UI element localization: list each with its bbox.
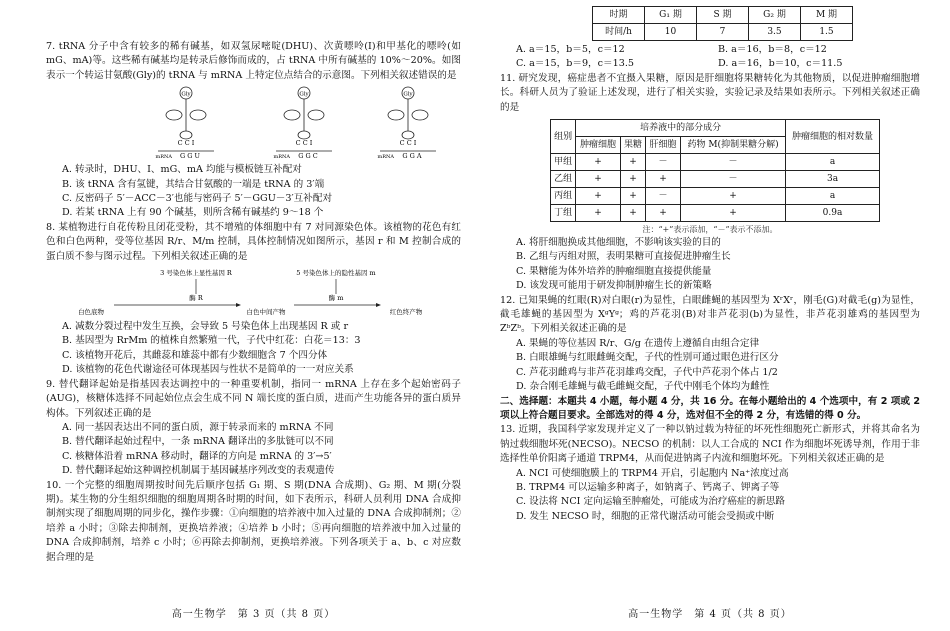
table-row: [593, 7, 853, 24]
q8-option-a: A. 减数分裂过程中发生互换，会导致 5 号染色体上出现基因 R 或 r: [62, 321, 349, 333]
q12-option-a: A. 果蝇的等位基因 R/r、G/g 在遗传上遵循自由组合定律: [516, 337, 760, 349]
q10-options-row-2: [500, 57, 920, 71]
q13-option-d: D. 发生 NECSO 时，细胞的正常代谢活动可能会受损或中断: [516, 510, 775, 522]
mrna-label-3: mRNA: [377, 154, 394, 161]
anticodon-1: C C I: [177, 139, 195, 148]
q7-stem: 7. tRNA 分子中含有较多的稀有碱基，如双氢尿嘧啶(DHU)、次黄嘌呤(I)和甲基化的嘌呤(如 mG、mA)等。这些稀有碱基均是转录后修饰而成的，占 tRNA 中所有碱基的 10%～20%。如图表示一个转运甘氨酸(Gly)的 tRNA 与 mRNA 上特定位点结合的示意图。下列相关叙述错误的是: [46, 41, 461, 81]
table-header: 肝细胞: [646, 137, 681, 154]
table-cell: －: [646, 154, 681, 171]
table-cell: +: [576, 205, 621, 222]
gly-label-1: Gly: [181, 91, 191, 98]
table-cell: 3a: [786, 171, 880, 188]
table-cell: +: [646, 205, 681, 222]
table-cell: －: [681, 154, 786, 171]
q9-option-d: D. 替代翻译起始这种调控机制属于基因碱基序列改变的表观遗传: [62, 465, 335, 477]
q9-option-a: A. 同一基因表达出不同的蛋白质，源于转录而来的 mRNA 不同: [62, 421, 334, 433]
q7-option-c: C. 反密码子 5′－ACC－3′也能与密码子 5′－GGU－3′互补配对: [62, 193, 333, 205]
codon-3: G G A: [402, 152, 422, 161]
left-footer: 高一生物学 第 3 页（共 8 页）: [171, 608, 336, 620]
gene-r-label: 3 号染色体上显性基因 R: [160, 269, 232, 278]
q11-stem: 11. 研究发现，癌症患者不宜摄入果糖，原因是肝细胞将果糖转化为其他物质，以促进肿瘤细胞增长。科研人员为了验证上述发现，进行了相关实验，实验记录及结果如表所示。下列相关叙述正确的是: [500, 72, 920, 113]
table-cell: +: [576, 154, 621, 171]
q11-table: [550, 119, 880, 222]
q9-option-b: B. 替代翻译起始过程中，一条 mRNA 翻译出的多肽链可以不同: [62, 436, 334, 448]
q9-option-c: C. 核糖体沿着 mRNA 移动时，翻译的方向是 mRNA 的 3′→5′: [62, 450, 332, 462]
q11-option-a: A. 将肝细胞换成其他细胞，不影响该实验的目的: [516, 237, 721, 249]
table-cell: 0.9a: [786, 205, 880, 222]
white-middle: 白色中间产物: [246, 308, 286, 317]
gene-m-label: 5 号染色体上的隐性基因 m: [296, 269, 376, 278]
enzyme-m-label: 酶 m: [328, 294, 344, 303]
trna-figure: [46, 85, 461, 161]
table-cell: +: [620, 188, 645, 205]
table-header: 药物 M(抑制果糖分解): [681, 137, 786, 154]
q13-option-c: C. 设法将 NCI 定向运输至肿瘤处，可能成为治疗癌症的新思路: [516, 496, 785, 508]
table-row: [551, 154, 880, 171]
table-cell: +: [620, 171, 645, 188]
table-row: [551, 171, 880, 188]
enzyme-r-label: 酶 R: [189, 294, 203, 303]
q10-option-c: C. a＝15，b＝9，c＝13.5: [516, 58, 634, 70]
q10-option-a: A. a＝15，b＝5，c＝12: [516, 44, 625, 55]
mrna-label-2: mRNA: [273, 154, 290, 161]
q8-option-c: C. 该植物开花后，其雌蕊和雄蕊中都有少数细胞含 7 个四分体: [62, 349, 328, 361]
q10-option-d: D. a＝16，b＝10，c＝11.5: [718, 58, 843, 70]
table-cell: M 期: [801, 7, 853, 24]
codon-2: G G C: [298, 152, 318, 161]
table-cell: 10: [645, 24, 697, 41]
q11-option-d: D. 该发现可能用于研发抑制肿瘤生长的新策略: [516, 280, 712, 292]
red-product: 红色终产物: [389, 308, 423, 317]
table-header: 培养液中的部分成分: [576, 120, 786, 137]
left-page: [46, 0, 461, 631]
table-cell: +: [576, 188, 621, 205]
q8-stem: 8. 某植物进行自花传粉且闭花受粉，其不增殖的体细胞中有 7 对同源染色体。该植物的花色有红色和白色两种，受等位基因 R/r、M/m 控制，具体控制情况如图所示，基因 r 和 M 控制合成的蛋白质不参与图示过程。下列相关叙述正确的是: [46, 221, 461, 262]
q10-stem: 10. 一个完整的细胞周期按时间先后顺序包括 G₁ 期、S 期(DNA 合成期)、G₂ 期、M 期(分裂期)。某生物的分生组织细胞的细胞周期各时期的时间，如下表所示，科研人员利用 DNA 合成抑制剂实现了细胞周期的同步化，操作步骤：①向细胞的培养液中加入过量的 DNA 合成抑制剂；②培养 a 小时；③除去抑制剂，更换培养液；④培养 b 小时；⑤再向细胞的培养液中加入过量的 DNA 合成抑制剂，培养 c 小时；⑥再除去抑制剂，更换培养液。下列各项关于 a、b、c 对应数据合理的是: [46, 479, 461, 563]
section-2-instructions: 二、选择题：本题共 4 小题，每小题 4 分，共 16 分。在每小题给出的 4 个选项中，有 2 项或 2 项以上符合题目要求。全部选对的得 4 分，选对但不全的得 2 分，有选错的得 0 分。: [500, 395, 920, 421]
table-cell: 丁组: [551, 205, 576, 222]
table-cell: 时间/h: [593, 24, 645, 41]
right-page: [500, 0, 920, 631]
gly-label-2: Gly: [299, 91, 309, 98]
table-header: 组别: [551, 120, 576, 154]
table-cell: G₁ 期: [645, 7, 697, 24]
table-cell: 甲组: [551, 154, 576, 171]
table-cell: S 期: [697, 7, 749, 24]
table-row: [593, 24, 853, 41]
q12-option-c: C. 芦花羽雌鸡与非芦花羽雄鸡交配，子代中芦花羽个体占 1/2: [516, 366, 778, 378]
table-cell: －: [681, 171, 786, 188]
table-cell: G₂ 期: [749, 7, 801, 24]
table-cell: －: [646, 188, 681, 205]
table-row: [551, 188, 880, 205]
table-cell: +: [681, 205, 786, 222]
table-cell: +: [620, 154, 645, 171]
table-cell: +: [681, 188, 786, 205]
table-cell: 丙组: [551, 188, 576, 205]
q12-option-d: D. 杂合刚毛雄蝇与截毛雌蝇交配，子代中刚毛个体均为雌性: [516, 381, 770, 393]
table-row: [551, 205, 880, 222]
q10-table: [592, 6, 853, 41]
table-cell: 3.5: [749, 24, 801, 41]
anticodon-3: C C I: [399, 139, 417, 148]
q10-options-row-1: [500, 43, 920, 57]
table-cell: 1.5: [801, 24, 853, 41]
anticodon-2: C C I: [295, 139, 313, 148]
table-cell: 时期: [593, 7, 645, 24]
table-cell: +: [576, 171, 621, 188]
q8-option-b: B. 基因型为 RrMm 的植株自然繁殖一代，子代中红花：白花＝13：3: [62, 335, 361, 347]
table-cell: 7: [697, 24, 749, 41]
q11-table-note: 注：“+”表示添加，“－”表示不添加。: [642, 225, 778, 235]
table-header: 肿瘤细胞的相对数量: [786, 120, 880, 154]
q13-option-b: B. TRPM4 可以运输多种离子，如钠离子、钙离子、钾离子等: [516, 481, 780, 493]
q12-stem: 12. 已知果蝇的红眼(R)对白眼(r)为显性，白眼雌蝇的基因型为 XʳXʳ，刚毛(G)对截毛(g)为显性，截毛雄蝇的基因型为 XᵍYᵍ；鸡的芦花羽(B)对非芦花羽(b)为显性，非芦花羽雄鸡的基因型为 ZᵇZᵇ。下列相关叙述正确的是: [500, 294, 920, 335]
q12-option-b: B. 白眼雄蝇与红眼雌蝇交配，子代的性别可通过眼色进行区分: [516, 352, 779, 364]
mrna-label-1: mRNA: [155, 154, 172, 161]
q7-option-d: D. 若某 tRNA 上有 90 个碱基，则所含稀有碱基约 9～18 个: [62, 207, 324, 219]
q8-option-d: D. 该植物的花色代谢途径可体现基因与性状不是简单的一一对应关系: [62, 364, 354, 376]
q11-option-b: B. 乙组与丙组对照，表明果糖可直接促进肿瘤生长: [516, 251, 731, 263]
q13-stem: 13. 近期，我国科学家发现并定义了一种以钠过载为特征的坏死性细胞死亡新形式，并将其命名为钠过载细胞坏死(NECSO)。NECSO 的机制：以人工合成的 NCI 作为细胞坏死诱导剂，作用于非选择性单价阳离子通道 TRPM4，从而促进钠离子内流和细胞坏死。下列相关叙述正确的是: [500, 424, 920, 465]
codon-1: G G U: [180, 152, 200, 161]
table-header: 肿瘤细胞: [576, 137, 621, 154]
table-cell: +: [646, 171, 681, 188]
table-cell: a: [786, 188, 880, 205]
flower-pathway-diagram: [46, 266, 461, 318]
table-row: [551, 120, 880, 137]
gly-label-3: Gly: [403, 91, 413, 98]
table-cell: 乙组: [551, 171, 576, 188]
q11-option-c: C. 果糖能为体外培养的肿瘤细胞直接提供能量: [516, 265, 712, 277]
q10-option-b: B. a＝16，b＝8，c＝12: [718, 44, 827, 55]
table-cell: +: [620, 205, 645, 222]
q7-option-b: B. 该 tRNA 含有氢键，其结合甘氨酸的一端是 tRNA 的 3′端: [62, 178, 325, 190]
q13-option-a: A. NCI 可使细胞膜上的 TRPM4 开启，引起胞内 Na⁺浓度过高: [516, 467, 789, 479]
white-substrate: 白色底物: [78, 308, 104, 317]
q9-stem: 9. 替代翻译起始是指基因表达调控中的一种重要机制，指同一 mRNA 上存在多个起始密码子(AUG)，核糖体选择不同起始位点会生成不同 N 端长度的蛋白质，进而产生功能各异的蛋白质异构体。下列叙述正确的是: [46, 378, 461, 419]
trna-diagram: [46, 85, 461, 161]
pathway-figure: [46, 266, 461, 318]
table-header: 果糖: [620, 137, 645, 154]
table-cell: a: [786, 154, 880, 171]
q7-option-a: A. 转录时，DHU、I、mG、mA 均能与模板链互补配对: [62, 164, 302, 176]
right-footer: 高一生物学 第 4 页（共 8 页）: [628, 608, 792, 620]
